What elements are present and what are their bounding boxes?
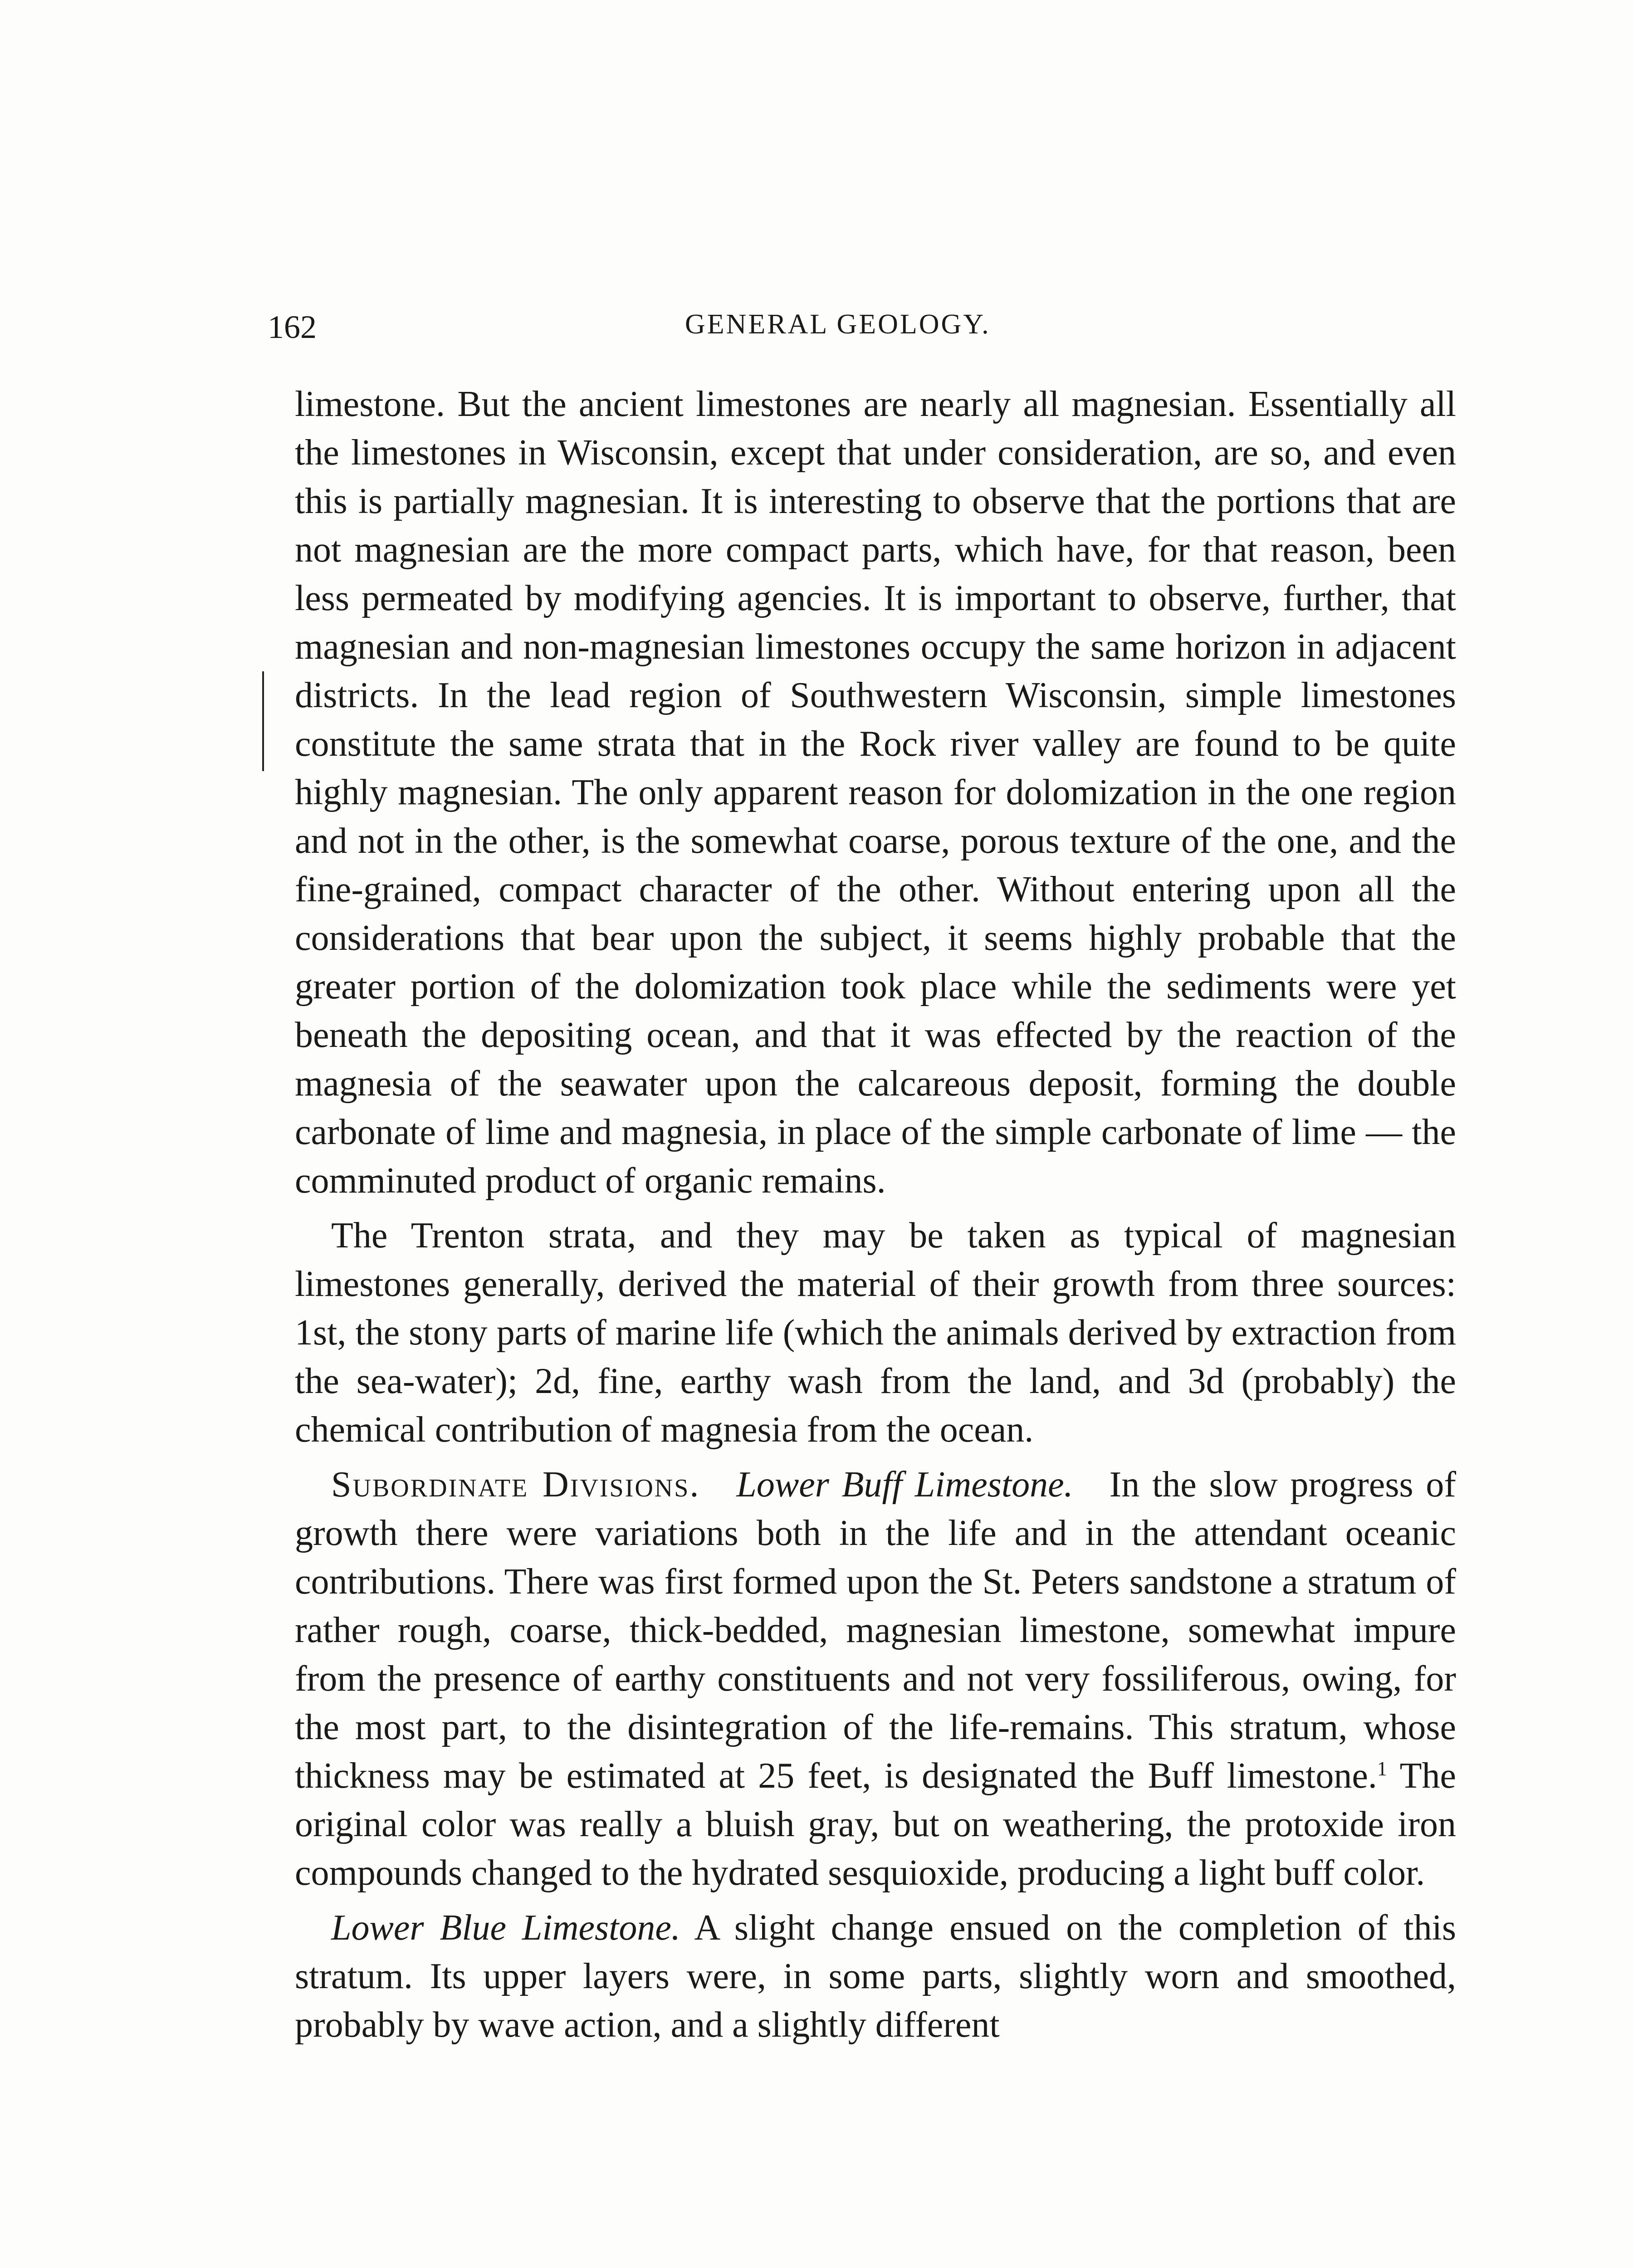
subsection-heading: Lower Buff Limestone. [736,1465,1073,1505]
paragraph-4 [295,1904,1456,2049]
paragraph-3 [295,1461,1456,1897]
running-head: GENERAL GEOLOGY. [685,309,991,340]
subsection-heading-2: Lower Blue Limestone. [331,1908,680,1948]
paragraph-2: The Trenton strata, and they may be taken as typical of magnesian limestones generally, derived the material of their growth from three sources: 1st, the stony parts of marine life (which the animals derived by extraction from the sea-water); 2d, fine, earthy wash from the land, and 3d (probably) the chemical contribution of magnesia from the ocean. [295,1216,1456,1450]
paragraph-1: limestone. But the ancient limestones are nearly all magnesian. Essentially all the limestones in Wisconsin, except that under consideration, are so, and even this is partially magnesian. It is interesting to observe that the portions that are not magnesian are the more compact parts, which have, for that reason, been less permeated by modifying agencies. It is important to observe, further, that magnesian and non-magnesian limestones occupy the same horizon in adjacent districts. In the lead region of Southwestern Wisconsin, simple limestones constitute the same strata that in the Rock river valley are found to be quite highly magnesian. The only apparent reason for dolomization in the one region and not in the other, is the somewhat coarse, porous texture of the one, and the fine-grained, compact character of the other. Without entering upon all the considerations that bear upon the subject, it seems highly probable that the greater portion of the dolomization took place while the sediments were yet beneath the depositing ocean, and that it was effected by the reaction of the magnesia of the seawater upon the calcareous deposit, forming the double carbonate of lime and magnesia, in place of the simple carbonate of lime — the comminuted product of organic remains. [295,384,1456,1201]
margin-mark [262,671,264,771]
footnote-reference: 1 [1377,1757,1387,1780]
body-text [295,380,1456,2049]
paragraph-3-text-a: In the slow progress of growth there were variations both in the life and in the attendant oceanic contributions. There was first formed upon the St. Peters sandstone a stratum of rather rough, coarse, thick-bedded, magnesian limestone, somewhat impure from the presence of earthy constituents and not very fossiliferous, owing, for the most part, to the disintegration of the life-remains. This stratum, whose thickness may be estimated at 25 feet, is designated the Buff limestone. [295,1465,1457,1796]
paragraph-3-text-b: The original color was really a bluish gray, but on weathering, the protoxide iron compounds changed to the hydrated sesquioxide, producing a light buff color. [295,1756,1456,1893]
page-header [268,308,1456,358]
paragraph-4-text: A slight change ensued on the completion of this stratum. Its upper layers were, in some parts, slightly worn and smoothed, probably by wave action, and a slightly different [295,1908,1456,2045]
section-heading: Subordinate Divisions. [331,1465,700,1505]
page-number: 162 [268,309,317,345]
